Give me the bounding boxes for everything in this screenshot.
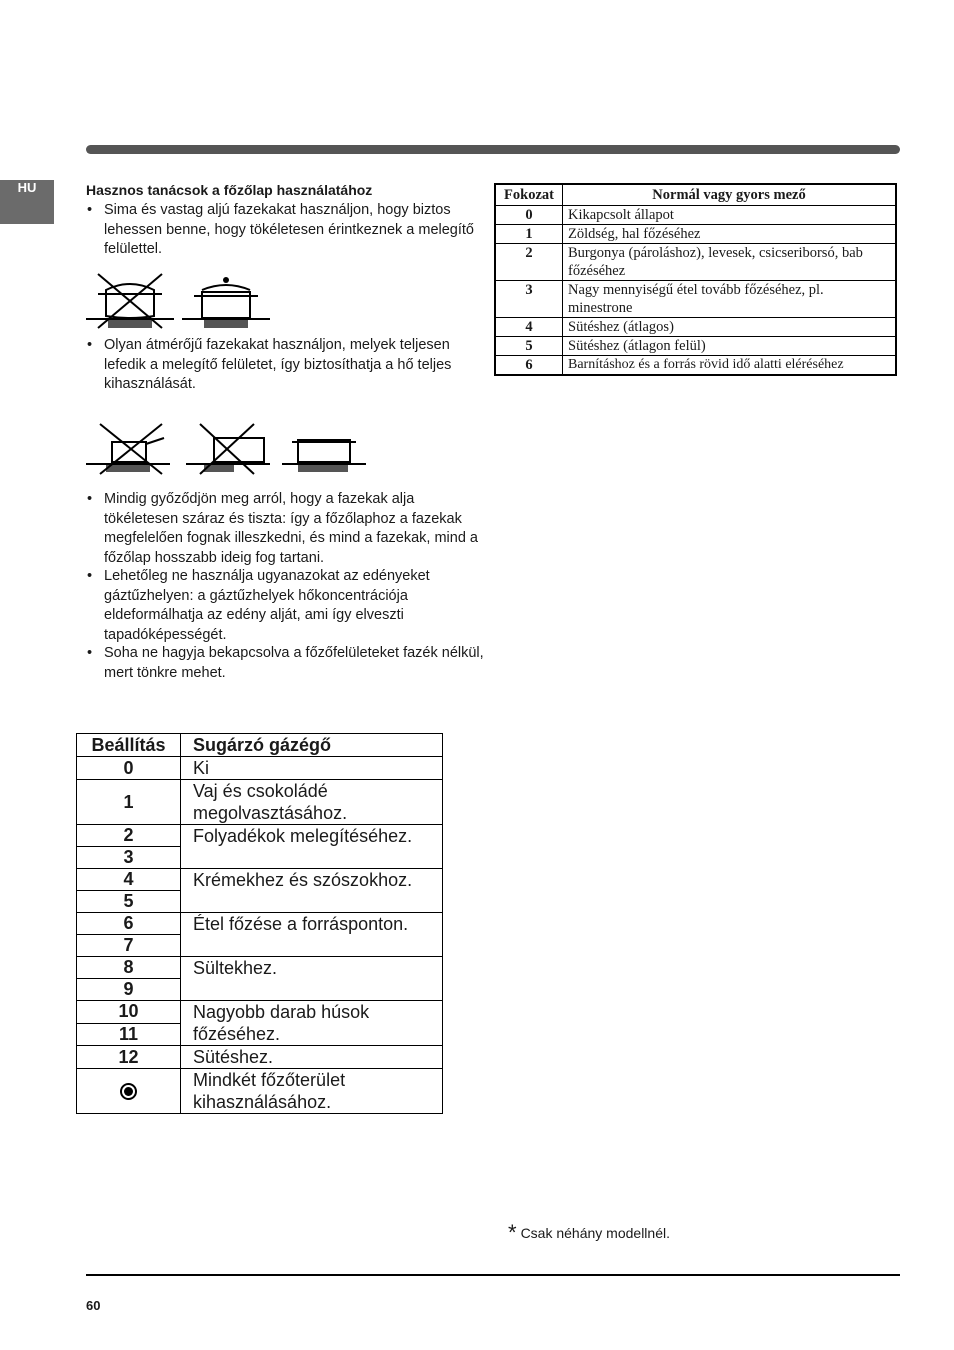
description-cell: Folyadékok melegítéséhez. (181, 825, 443, 869)
setting-cell (77, 1069, 181, 1114)
level-cell: 4 (495, 318, 563, 337)
level-cell: 2 (495, 244, 563, 281)
level-cell: 3 (495, 281, 563, 318)
table-row (77, 1001, 443, 1024)
description-cell: Ki (181, 757, 443, 780)
table-row (77, 1046, 443, 1069)
table-row (77, 1069, 443, 1114)
tips-section (86, 181, 466, 203)
table-row (495, 356, 896, 376)
tip-bullet: • Lehetőleg ne használja ugyanazokat az edényeket gáztűzhelyen: a gáztűzhelyek hőkoncentrációja eldeformálhatja az edény alját, ami így elveszti tapadóképességét. (86, 567, 484, 645)
level-cell: 6 (495, 356, 563, 376)
table-header-row (495, 184, 896, 206)
table-row (495, 318, 896, 337)
description-cell: Vaj és csokoládé megolvasztásához. (181, 780, 443, 825)
beallitas-table (76, 733, 443, 1114)
setting-cell: 0 (77, 757, 181, 780)
column-header: Sugárzó gázégő (181, 734, 443, 757)
setting-cell: 11 (77, 1023, 181, 1046)
dual-zone-icon (120, 1083, 137, 1100)
table-row (495, 281, 896, 318)
setting-cell: 4 (77, 869, 181, 891)
footnote-text: Csak néhány modellnél. (520, 1225, 670, 1241)
setting-cell: 9 (77, 979, 181, 1001)
tips-title: Hasznos tanácsok a főzőlap használatához (86, 182, 373, 198)
footer-divider (86, 1274, 900, 1276)
level-cell: 5 (495, 337, 563, 356)
description-cell: Krémekhez és szószokhoz. (181, 869, 443, 913)
tip-bullet: • Mindig győződjön meg arról, hogy a fazekak alja tökéletesen száraz és tiszta: így a főzőlaphoz a fazekak megfelelően fognak illeszkedni, és mind a fazekak, mind a főzőlap hosszabb ideig fog tartani. (86, 490, 484, 568)
pot-diameter-illustration (86, 420, 376, 476)
table-row (77, 957, 443, 979)
table-row (77, 780, 443, 825)
fokozat-table (494, 183, 897, 376)
setting-cell: 3 (77, 847, 181, 869)
tip-bullet: • Soha ne hagyja bekapcsolva a főzőfelületeket fazék nélkül, mert tönkre mehet. (86, 644, 484, 683)
tip-bullet: • Olyan átmérőjű fazekakat használjon, melyek teljesen lefedik a melegítő felületet, így biztosíthatja a hő teljes kihasználását. (86, 336, 484, 395)
table-row (77, 869, 443, 891)
description-cell: Mindkét főzőterület kihasználásához. (181, 1069, 443, 1114)
description-cell: Zöldség, hal főzéséhez (563, 225, 897, 244)
setting-cell: 6 (77, 913, 181, 935)
description-cell: Nagy mennyiségű étel tovább főzéséhez, pl. minestrone (563, 281, 897, 318)
column-header: Normál vagy gyors mező (563, 184, 897, 206)
setting-cell: 12 (77, 1046, 181, 1069)
description-cell: Nagyobb darab húsok főzéséhez. (181, 1001, 443, 1046)
pot-flat-bottom-illustration (86, 270, 276, 336)
setting-cell: 8 (77, 957, 181, 979)
table-row (77, 913, 443, 935)
column-header: Fokozat (495, 184, 563, 206)
header-bar (86, 145, 900, 154)
footnote-star: * (508, 1220, 517, 1245)
description-cell: Sütéshez (átlagon felül) (563, 337, 897, 356)
table-row (495, 206, 896, 225)
setting-cell: 5 (77, 891, 181, 913)
description-cell: Sültekhez. (181, 957, 443, 1001)
table-row (77, 757, 443, 780)
description-cell: Burgonya (pároláshoz), levesek, csicseriborsó, bab főzéséhez (563, 244, 897, 281)
setting-cell: 10 (77, 1001, 181, 1024)
tip-bullet: • Sima és vastag aljú fazekakat használjon, hogy biztos lehessen benne, hogy tökéletesen érintkeznek a melegítő felülettel. (86, 201, 484, 260)
table-header-row (77, 734, 443, 757)
level-cell: 0 (495, 206, 563, 225)
setting-cell: 2 (77, 825, 181, 847)
page-number: 60 (86, 1298, 101, 1313)
setting-cell: 7 (77, 935, 181, 957)
table-row (495, 225, 896, 244)
description-cell: Barnításhoz és a forrás rövid idő alatti eléréséhez (563, 356, 897, 376)
table-row (495, 244, 896, 281)
description-cell: Étel főzése a forrásponton. (181, 913, 443, 957)
setting-cell: 1 (77, 780, 181, 825)
description-cell: Kikapcsolt állapot (563, 206, 897, 225)
description-cell: Sütéshez (átlagos) (563, 318, 897, 337)
description-cell: Sütéshez. (181, 1046, 443, 1069)
footnote (508, 1220, 670, 1246)
level-cell: 1 (495, 225, 563, 244)
column-header: Beállítás (77, 734, 181, 757)
table-row (495, 337, 896, 356)
language-tab: HU (0, 180, 54, 224)
table-row (77, 825, 443, 847)
